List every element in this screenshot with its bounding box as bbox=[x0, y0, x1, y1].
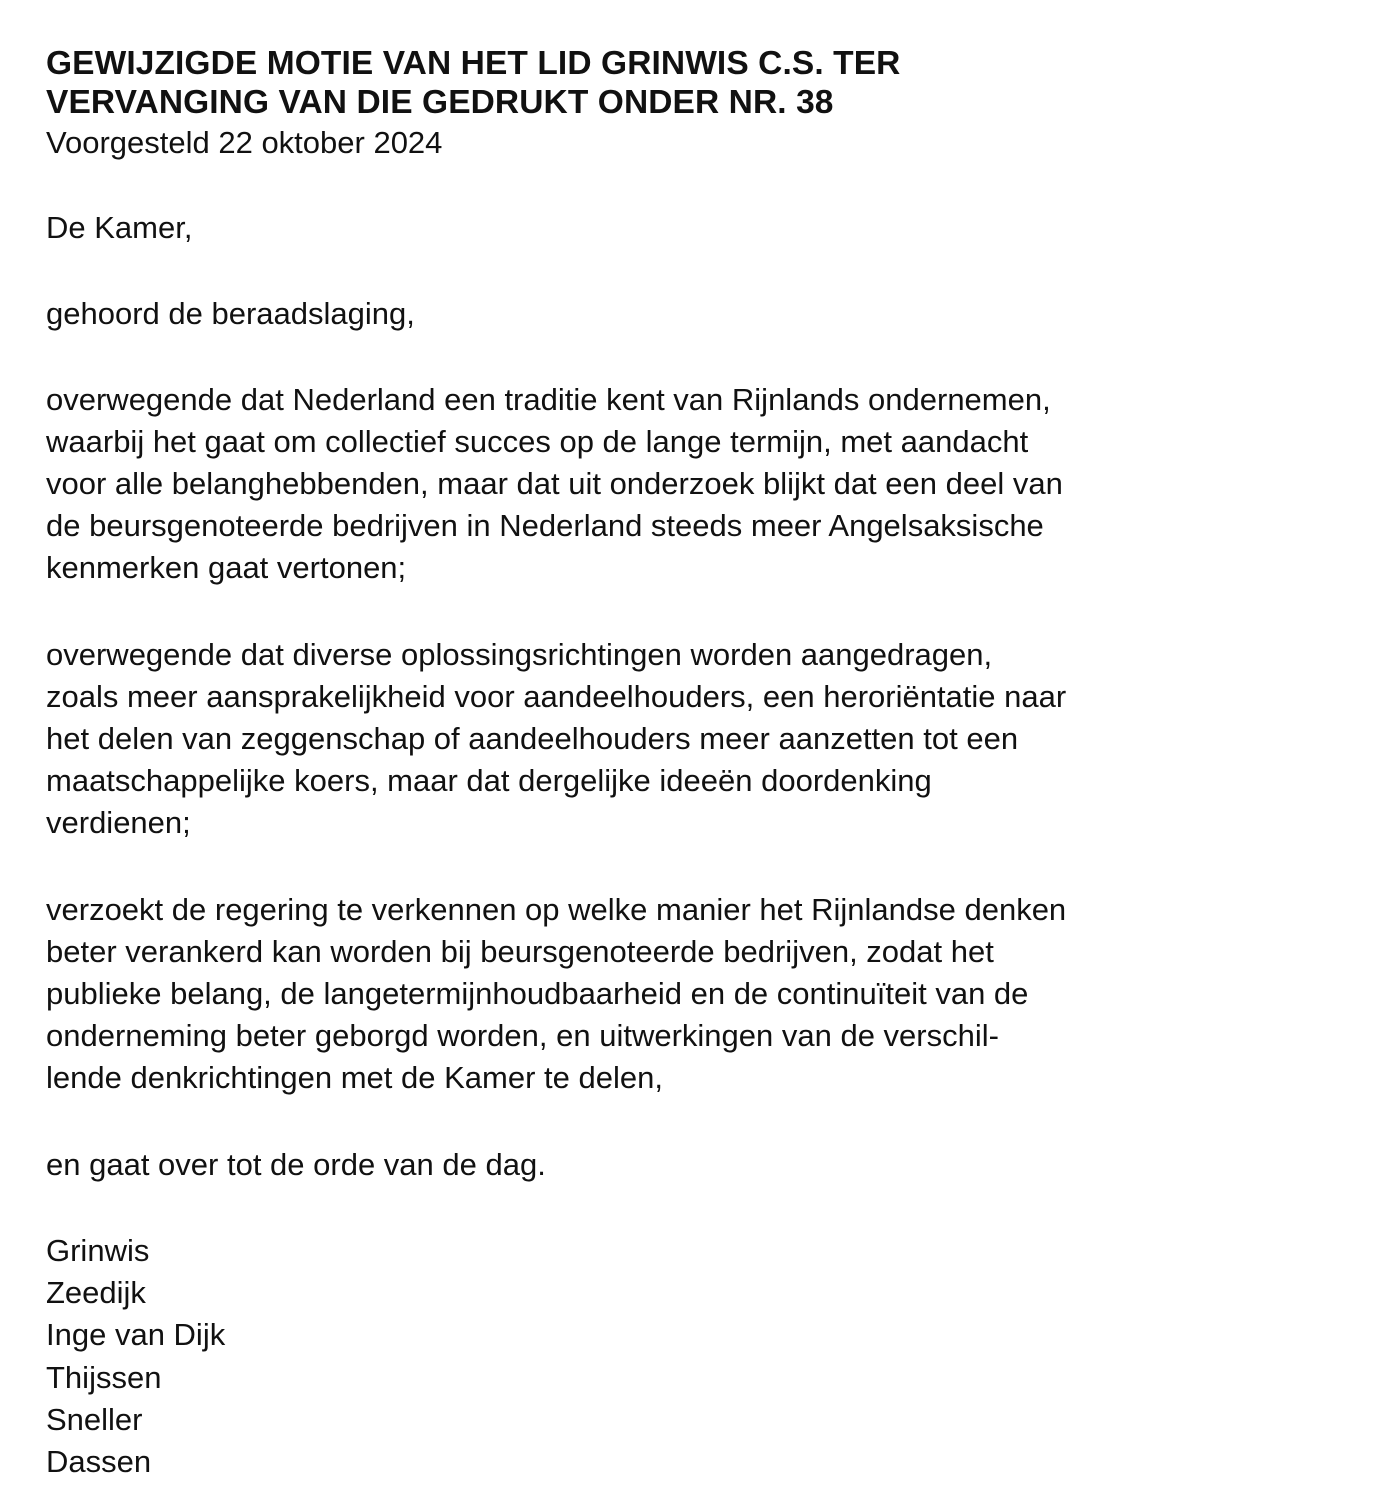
request-clause bbox=[46, 889, 1366, 1099]
signatory: Grinwis bbox=[46, 1233, 150, 1268]
signatory: Dassen bbox=[46, 1444, 152, 1480]
text-line: waarbij het gaat om collectief succes op de lange termijn, met aandacht bbox=[46, 424, 1029, 459]
heard-clause: gehoord de beraadslaging, bbox=[46, 296, 415, 331]
signatory: Sneller bbox=[46, 1401, 143, 1437]
signatory: Zeedijk bbox=[46, 1275, 146, 1311]
text-line: verzoekt de regering te verkennen op welke manier het Rijnlandse denken bbox=[46, 892, 1067, 927]
text-line: beter verankerd kan worden bij beursgenoteerde bedrijven, zodat het bbox=[46, 934, 994, 969]
document-title bbox=[46, 44, 1366, 122]
signatory: Inge van Dijk bbox=[46, 1317, 226, 1353]
title-line: GEWIJZIGDE MOTIE VAN HET LID GRINWIS C.S. TER bbox=[46, 45, 901, 82]
considering-clause-2 bbox=[46, 634, 1366, 844]
text-line: maatschappelijke koers, maar dat dergelijke ideeën doordenking bbox=[46, 763, 932, 798]
signatory: Thijssen bbox=[46, 1359, 162, 1395]
text-line: lende denkrichtingen met de Kamer te delen, bbox=[46, 1060, 663, 1095]
text-line: het delen van zeggenschap of aandeelhouders meer aanzetten tot een bbox=[46, 721, 1019, 756]
signatories-list bbox=[46, 1230, 1366, 1483]
text-line: verdienen; bbox=[46, 805, 191, 840]
text-line: voor alle belanghebbenden, maar dat uit onderzoek blijkt dat een deel van bbox=[46, 466, 1063, 501]
text-line: publieke belang, de langetermijnhoudbaarheid en de continuïteit van de bbox=[46, 976, 1029, 1011]
salutation: De Kamer, bbox=[46, 210, 193, 245]
text-line: onderneming beter geborgd worden, en uitwerkingen van de verschil- bbox=[46, 1018, 999, 1053]
closing-clause: en gaat over tot de orde van de dag. bbox=[46, 1147, 546, 1182]
considering-clause-1 bbox=[46, 379, 1366, 589]
text-line: kenmerken gaat vertonen; bbox=[46, 550, 407, 585]
text-line: overwegende dat diverse oplossingsrichtingen worden aangedragen, bbox=[46, 637, 993, 672]
motion-document bbox=[46, 44, 1366, 1483]
proposed-date: Voorgesteld 22 oktober 2024 bbox=[46, 125, 443, 160]
text-line: de beursgenoteerde bedrijven in Nederland steeds meer Angelsaksische bbox=[46, 508, 1044, 543]
text-line: overwegende dat Nederland een traditie kent van Rijnlands ondernemen, bbox=[46, 382, 1051, 417]
text-line: zoals meer aansprakelijkheid voor aandeelhouders, een heroriëntatie naar bbox=[46, 679, 1067, 714]
title-line: VERVANGING VAN DIE GEDRUKT ONDER NR. 38 bbox=[46, 84, 834, 121]
